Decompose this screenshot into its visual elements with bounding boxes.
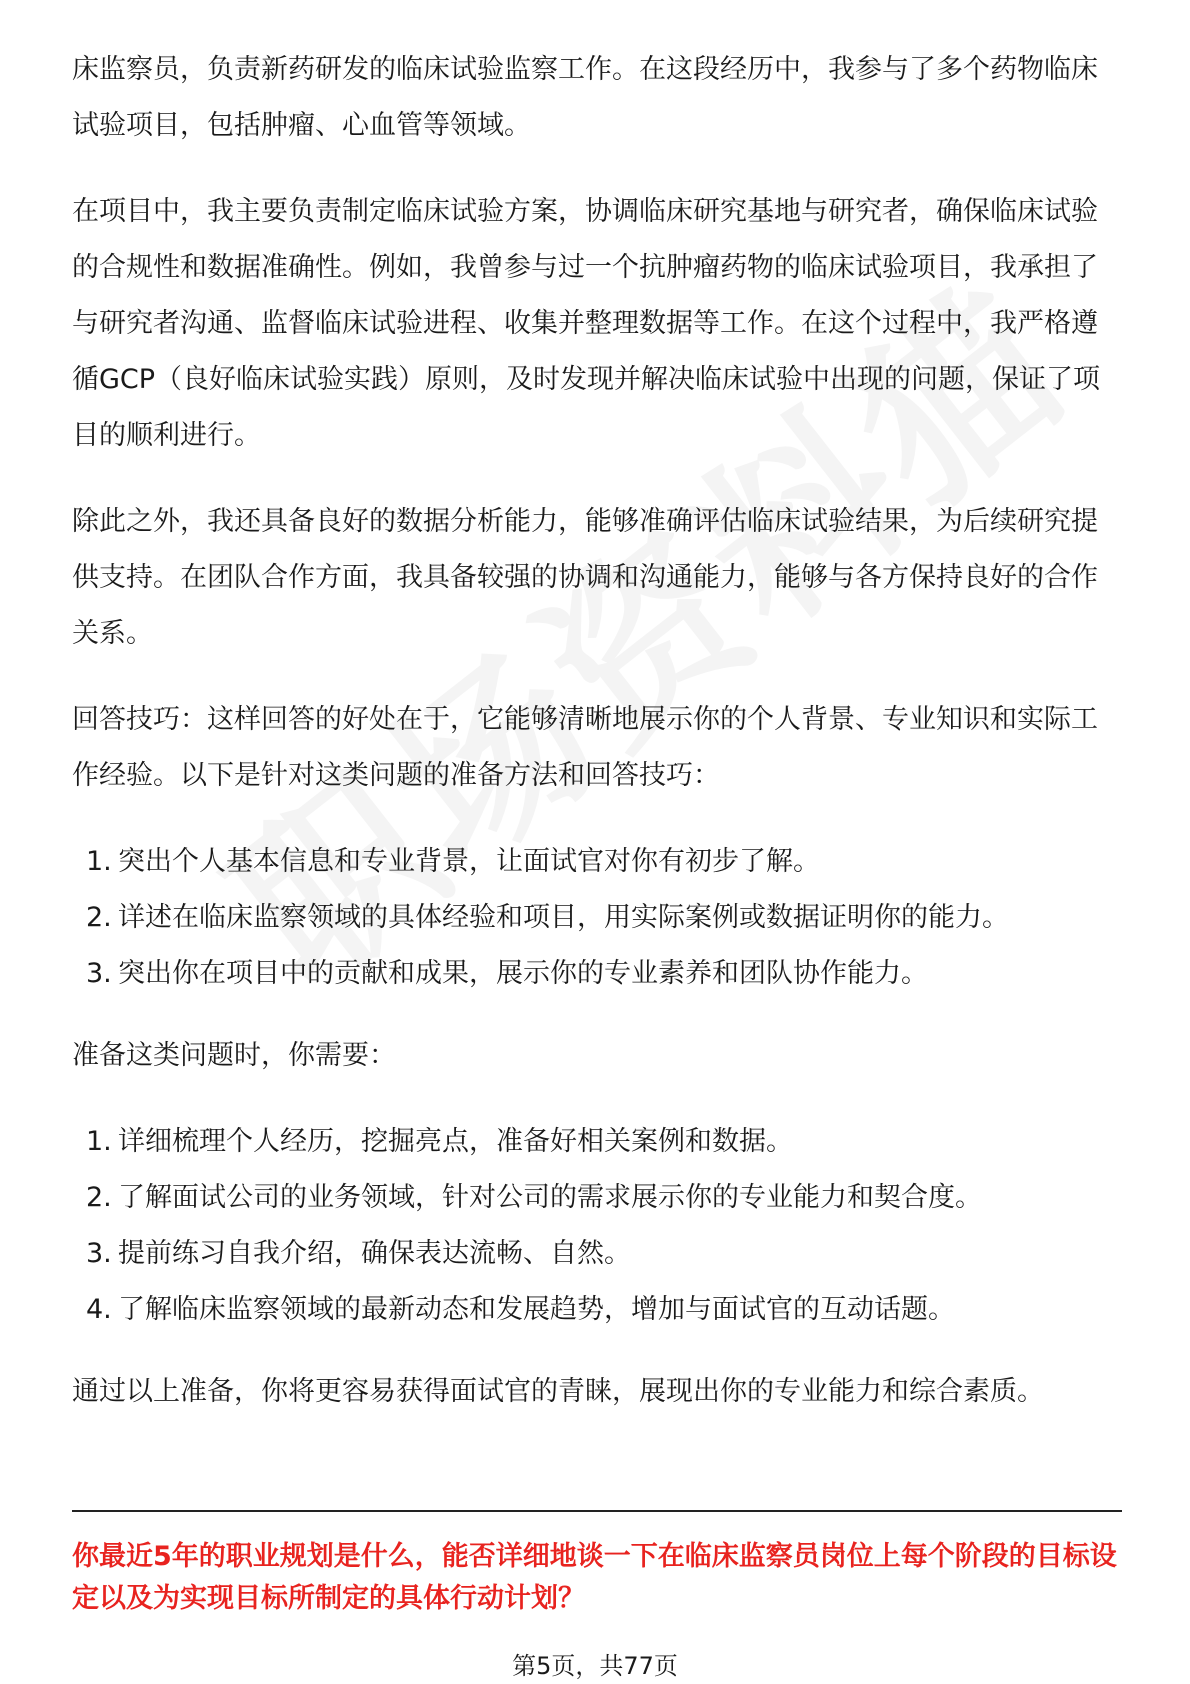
list-item: 3. 提前练习自我介绍，确保表达流畅、自然。 <box>86 1238 631 1269</box>
paragraph-experience: 床监察员，负责新药研发的临床试验监察工作。在这段经历中，我参与了多个药物临床试验项目，包括肿瘤、心血管等领域。 <box>72 54 1098 141</box>
section-divider <box>72 1510 1122 1512</box>
list-item: 1. 详细梳理个人经历，挖掘亮点，准备好相关案例和数据。 <box>86 1126 793 1157</box>
document-body <box>72 42 1122 1450</box>
paragraph-project: 在项目中，我主要负责制定临床试验方案，协调临床研究基地与研究者，确保临床试验的合规性和数据准确性。例如，我曾参与过一个抗肿瘤药物的临床试验项目，我承担了与研究者沟通、监督临床试验进程、收集并整理数据等工作。在这个过程中，我严格遵循GCP（良好临床试验实践）原则，及时发现并解决临床试验中出现的问题，保证了项目的顺利进行。 <box>72 196 1101 451</box>
paragraph-prep-intro: 准备这类问题时，你需要： <box>72 1040 396 1071</box>
next-question-heading: 你最近5年的职业规划是什么，能否详细地谈一下在临床监察员岗位上每个阶段的目标设定以及为实现目标所制定的具体行动计划？ <box>72 1541 1117 1614</box>
tips-list <box>72 834 1122 1002</box>
list-item: 3. 突出你在项目中的贡献和成果，展示你的专业素养和团队协作能力。 <box>86 958 928 989</box>
paragraph-skills: 除此之外，我还具备良好的数据分析能力，能够准确评估临床试验结果，为后续研究提供支持。在团队合作方面，我具备较强的协调和沟通能力，能够与各方保持良好的合作关系。 <box>72 506 1098 649</box>
list-item: 4. 了解临床监察领域的最新动态和发展趋势，增加与面试官的互动话题。 <box>86 1294 955 1325</box>
list-item: 2. 了解面试公司的业务领域，针对公司的需求展示你的专业能力和契合度。 <box>86 1182 982 1213</box>
list-item: 1. 突出个人基本信息和专业背景，让面试官对你有初步了解。 <box>86 846 820 877</box>
prep-list <box>72 1114 1122 1338</box>
paragraph-tips: 回答技巧：这样回答的好处在于，它能够清晰地展示你的个人背景、专业知识和实际工作经验。以下是针对这类问题的准备方法和回答技巧： <box>72 704 1098 791</box>
page-number: 第5页，共77页 <box>512 1652 678 1680</box>
list-item: 2. 详述在临床监察领域的具体经验和项目，用实际案例或数据证明你的能力。 <box>86 902 1009 933</box>
paragraph-conclusion: 通过以上准备，你将更容易获得面试官的青睐，展现出你的专业能力和综合素质。 <box>72 1376 1044 1407</box>
